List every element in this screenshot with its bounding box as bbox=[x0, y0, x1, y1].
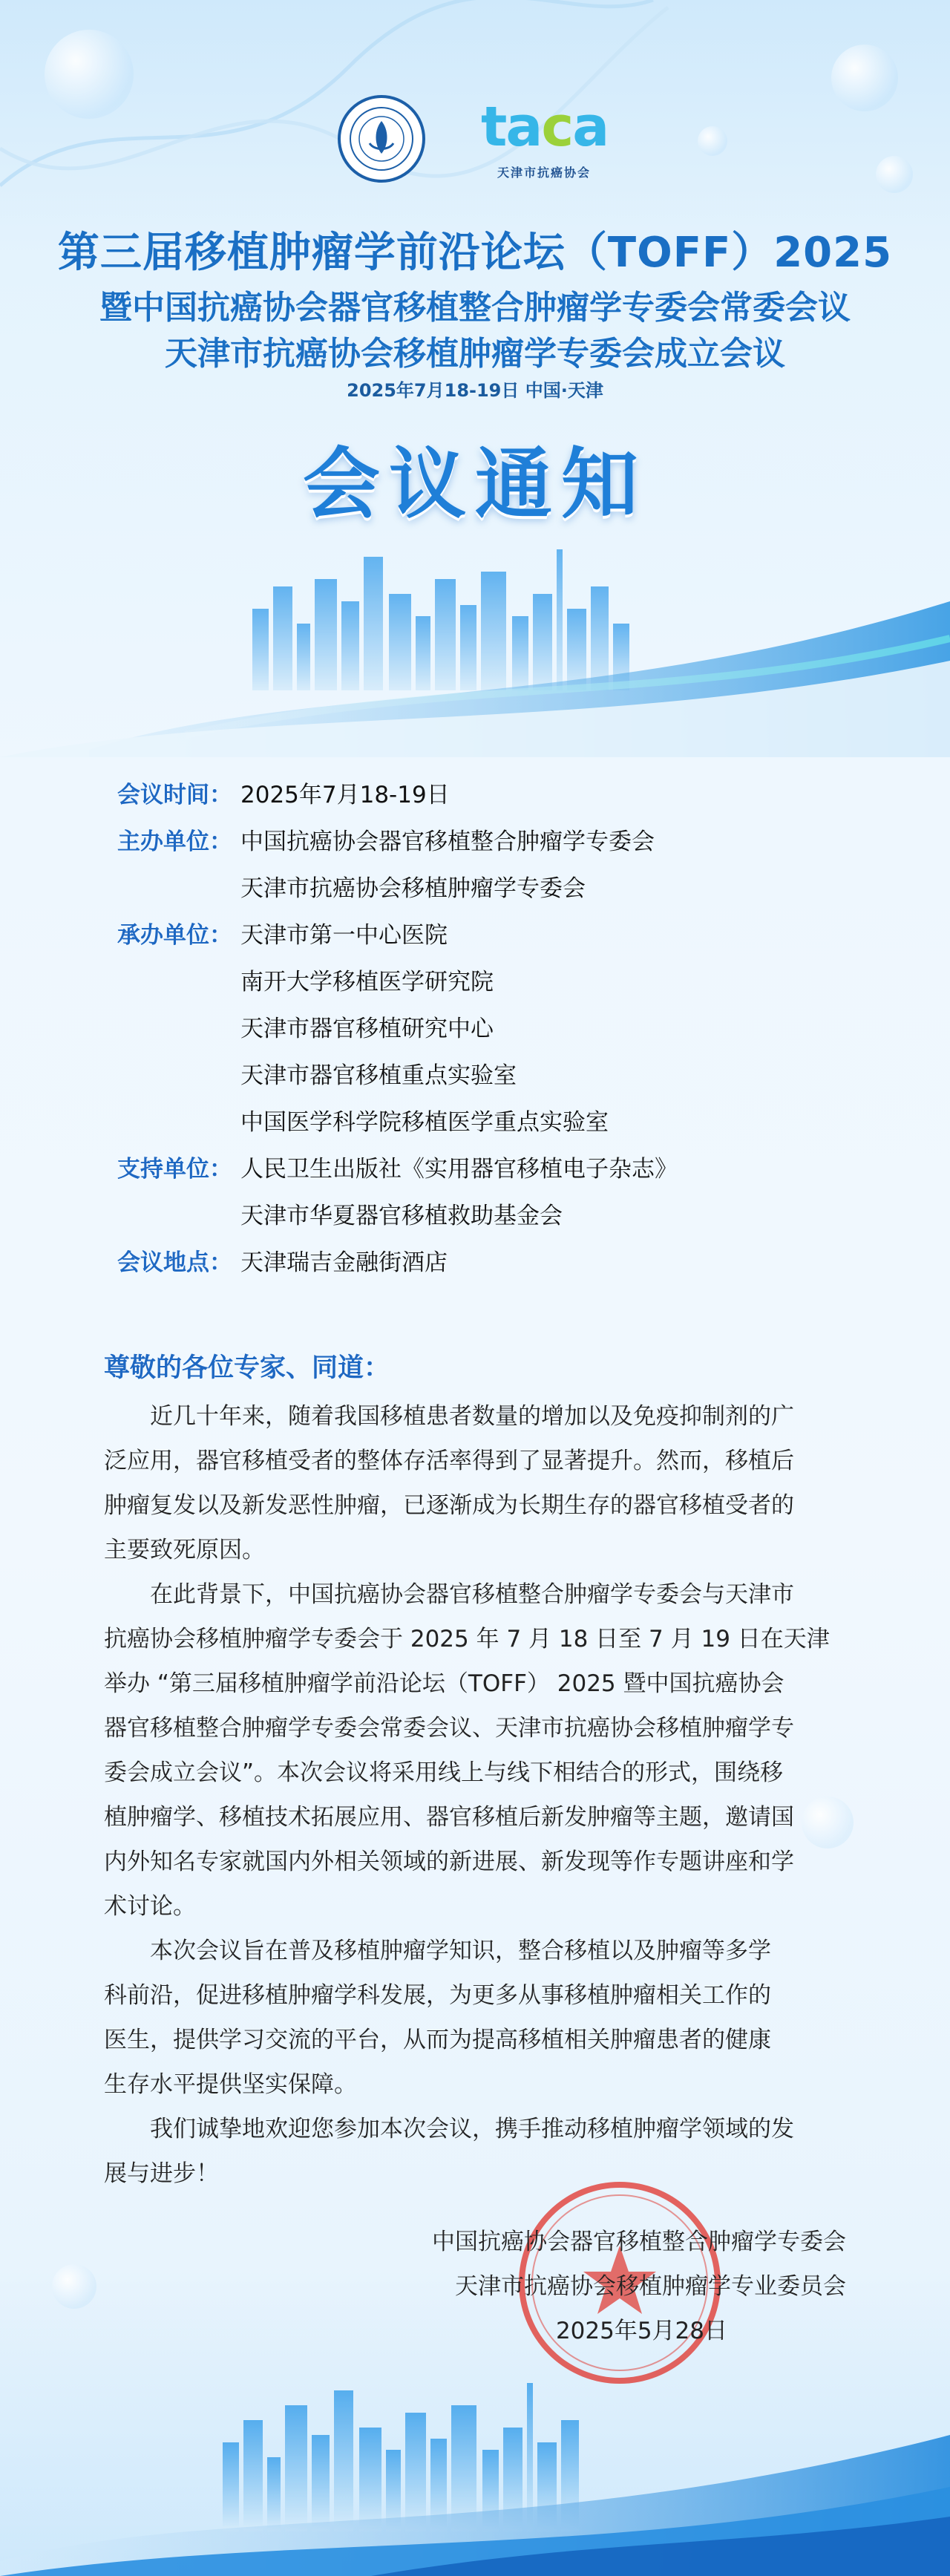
info-label: 会议地点： bbox=[117, 1249, 232, 1276]
info-value: 人民卫生出版社《实用器官移植电子杂志》 bbox=[240, 1156, 678, 1183]
signature-org-2: 天津市抗癌协会移植肿瘤学专业委员会 bbox=[455, 2273, 846, 2300]
association-emblem-icon bbox=[347, 105, 416, 173]
info-value: 中国抗癌协会器官移植整合肿瘤学专委会 bbox=[240, 828, 655, 855]
info-value: 南开大学移植医学研究院 bbox=[240, 969, 494, 996]
info-row-time bbox=[117, 772, 859, 819]
paragraph-line: 肿瘤复发以及新发恶性肿瘤，已逐渐成为长期生存的器官移植受者的 bbox=[104, 1492, 794, 1519]
meeting-info bbox=[117, 772, 859, 1287]
forum-subtitle-2: 天津市抗癌协会移植肿瘤学专委会成立会议 bbox=[165, 335, 785, 373]
taca-subtitle: 天津市抗癌协会 bbox=[497, 166, 592, 180]
paragraph-line: 本次会议旨在普及移植肿瘤学知识，整合移植以及肿瘤等多学 bbox=[104, 1938, 771, 1964]
forum-subtitle-1: 暨中国抗癌协会器官移植整合肿瘤学专委会常委会议 bbox=[99, 289, 851, 327]
date-location: 2025年7月18-19日 中国·天津 bbox=[347, 380, 603, 401]
info-value: 天津市抗癌协会移植肿瘤学专委会 bbox=[240, 875, 586, 902]
taca-logo bbox=[475, 95, 623, 184]
info-label: 会议时间： bbox=[117, 782, 232, 808]
paragraph-line: 近几十年来，随着我国移植患者数量的增加以及免疫抑制剂的广 bbox=[104, 1403, 794, 1430]
paragraph-line: 科前沿，促进移植肿瘤学科发展，为更多从事移植肿瘤相关工作的 bbox=[104, 1982, 771, 2009]
paragraph-line: 委会成立会议”。本次会议将采用线上与线下相结合的形式，围绕移 bbox=[104, 1759, 784, 1786]
paragraph-line: 器官移植整合肿瘤学专委会常委会议、天津市抗癌协会移植肿瘤学专 bbox=[104, 1715, 794, 1742]
paragraph-line: 医生，提供学习交流的平台，从而为提高移植相关肿瘤患者的健康 bbox=[104, 2027, 771, 2053]
skyline-wave-top bbox=[0, 535, 950, 757]
info-row-support bbox=[117, 1146, 859, 1240]
signature-block bbox=[432, 2220, 846, 2353]
paragraph-4 bbox=[104, 2107, 846, 2196]
signature-org-1: 中国抗癌协会器官移植整合肿瘤学专委会 bbox=[432, 2229, 846, 2255]
paragraph-2 bbox=[104, 1572, 846, 1929]
info-value: 天津瑞吉金融街酒店 bbox=[240, 1249, 448, 1276]
paragraph-line: 泛应用，器官移植受者的整体存活率得到了显著提升。然而，移植后 bbox=[104, 1448, 794, 1474]
paragraph-line: 我们诚挚地欢迎您参加本次会议，携手推动移植肿瘤学领域的发 bbox=[104, 2116, 794, 2142]
salutation: 尊敬的各位专家、同道： bbox=[104, 1353, 390, 1383]
info-label: 主办单位： bbox=[117, 828, 232, 855]
info-row-organizer bbox=[117, 912, 859, 1146]
paragraph-line: 举办 “第三届移植肿瘤学前沿论坛（TOFF） 2025 暨中国抗癌协会 bbox=[104, 1670, 784, 1697]
forum-title: 第三届移植肿瘤学前沿论坛（TOFF）2025 bbox=[57, 229, 893, 277]
paragraph-line: 植肿瘤学、移植技术拓展应用、器官移植后新发肿瘤等主题，邀请国 bbox=[104, 1804, 794, 1831]
info-value: 中国医学科学院移植医学重点实验室 bbox=[240, 1109, 609, 1136]
paragraph-line: 内外知名专家就国内外相关领域的新进展、新发现等作专题讲座和学 bbox=[104, 1848, 794, 1875]
paragraph-line: 展与进步！ bbox=[104, 2160, 219, 2187]
paragraph-1 bbox=[104, 1394, 846, 1572]
paragraph-line: 主要致死原因。 bbox=[104, 1537, 265, 1563]
info-value: 天津市器官移植研究中心 bbox=[240, 1016, 494, 1042]
info-label: 支持单位： bbox=[117, 1156, 232, 1183]
paragraph-3 bbox=[104, 1929, 846, 2107]
taca-wordmark: taca bbox=[481, 95, 609, 159]
info-value: 2025年7月18-19日 bbox=[240, 782, 450, 808]
info-value: 天津市华夏器官移植救助基金会 bbox=[240, 1203, 563, 1229]
info-row-venue bbox=[117, 1240, 859, 1287]
skyline-wave-bottom bbox=[0, 2353, 950, 2576]
info-value: 天津市第一中心医院 bbox=[240, 922, 448, 949]
paragraph-line: 生存水平提供坚实保障。 bbox=[104, 2071, 357, 2098]
notice-heading: 会议通知 bbox=[302, 439, 647, 529]
info-row-host bbox=[117, 819, 859, 912]
info-label: 承办单位： bbox=[117, 922, 232, 949]
paragraph-line: 在此背景下，中国抗癌协会器官移植整合肿瘤学专委会与天津市 bbox=[104, 1581, 794, 1608]
signature-date: 2025年5月28日 bbox=[555, 2318, 727, 2344]
cacancer-logo bbox=[338, 95, 425, 183]
paragraph-line: 抗癌协会移植肿瘤学专委会于 2025 年 7 月 18 日至 7 月 19 日在天津 bbox=[104, 1626, 830, 1653]
info-value: 天津市器官移植重点实验室 bbox=[240, 1062, 517, 1089]
decor-bubble bbox=[52, 2264, 96, 2309]
paragraph-line: 术讨论。 bbox=[104, 1893, 196, 1920]
